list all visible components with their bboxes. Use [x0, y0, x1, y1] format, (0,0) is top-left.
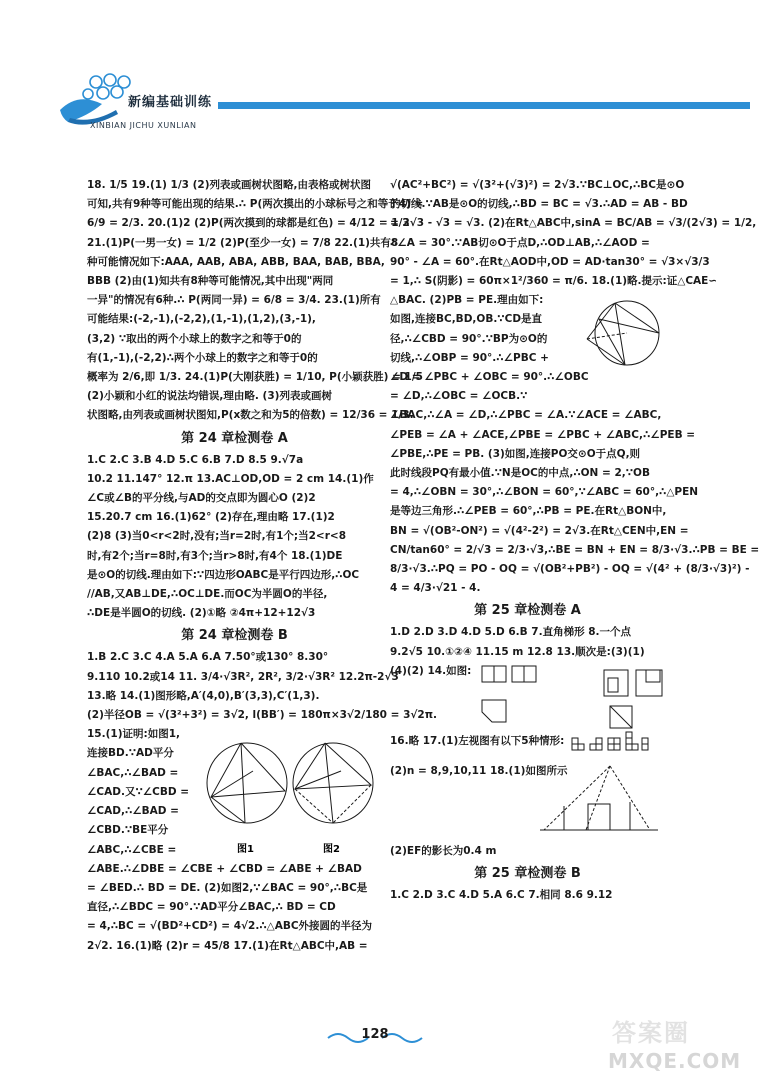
answer-line: 1.D 2.D 3.D 4.D 5.D 6.B 7.直角梯形 8.一个点 [390, 626, 632, 639]
answer-line: CN/tan60° = 2/√3 = 2/3·√3,∴BE = BN + EN = 8/3·√3.∴PB = BE = [390, 543, 759, 556]
three-view-drawings [480, 662, 665, 732]
watermark-url: MXQE.COM [608, 1049, 742, 1073]
page-header [0, 0, 750, 150]
answer-line: 时,有2个;当r=8时,有3个;当r>8时,有4个 18.(1)DE [87, 549, 343, 562]
answer-line: 16.略 17.(1)左视图有以下5种情形: [390, 734, 565, 747]
answer-line: △BAC. (2)PB = PE.理由如下: [390, 294, 544, 307]
section-24a-answers [87, 451, 382, 624]
brand-title: 新编基础训练 [128, 95, 213, 110]
answer-line: = ∠D,∴∠OBC = ∠OCB.∵ [390, 390, 528, 403]
answer-line: 一异"的情况有6种.∴ P(两同一异) = 6/8 = 3/4. 23.(1)所有 [87, 294, 381, 307]
answer-line: (2)8 (3)当0<r<2时,没有;当r=2时,有1个;当2<r<8 [87, 530, 347, 543]
views-figure-block [390, 662, 665, 732]
brand-subtitle: XINBIAN JICHU XUNLIAN [90, 121, 197, 130]
answer-line: 种可能情况如下:AAA, AAB, ABA, ABB, BAA, BAB, BBA, [87, 255, 385, 268]
answer-line: 9.110 10.2或14 11. 3/4·√3R², 2R², 3/2·√3R² 12.2π-2√3 [87, 670, 399, 683]
answer-line: 切线,∴∠OBP = 90°.∴∠PBC + [390, 351, 549, 364]
answer-line: 10.2 11.147° 12.π 13.AC⊥OD,OD = 2 cm 14.(1)作 [87, 472, 374, 485]
answer-line: (2)EF的影长为0.4 m [390, 844, 497, 857]
answer-line: = 1,∴ S(阴影) = 60π×1²/360 = π/6. 18.(1)略.提示:证△CAE∽ [390, 275, 718, 288]
answer-line: 4 = 4/3·√21 - 4. [390, 582, 481, 595]
answer-line: 1.C 2.C 3.B 4.D 5.C 6.B 7.D 8.5 9.√7a [87, 453, 304, 466]
answer-line: 90° - ∠A = 60°.在Rt△AOD中,OD = AD·tan30° = √3×√3/3 [390, 255, 710, 268]
answer-line: 1.C 2.D 3.C 4.D 5.A 6.C 7.相同 8.6 9.12 [390, 889, 613, 902]
page-number: 128 [361, 1027, 389, 1042]
answer-line: = 4,∴BC = √(BD²+CD²) = 4√2.∴△ABC外接圆的半径为 [87, 920, 373, 933]
section-title-25a: 第 25 章检测卷 A [474, 603, 581, 619]
answer-line: ∠D = ∠PBC + ∠OBC = 90°.∴∠OBC [390, 371, 589, 384]
answer-line: (4)(2) 14.如图: [390, 664, 472, 677]
figure-block-15 [87, 725, 382, 859]
answer-line: 直径,∴∠BDC = 90°.∵AD平分∠BAC,∴ BD = CD [87, 901, 336, 914]
answer-line: 概率为 2/6,即 1/3. 24.(1)P(大刚获胜) = 1/10, P(小颖获胜) = 1/5 [87, 371, 423, 384]
answer-line: 13.略 14.(1)图形略,A′(4,0),B′(3,3),C′(1,3). [87, 689, 320, 702]
answer-line: 15.(1)证明:如图1, [87, 728, 180, 741]
answer-line: ∴DE是半圆O的切线. (2)①略 ②4π+12+12√3 [87, 607, 316, 620]
answer-line: 状图略,由列表或画树状图知,P(x数之和为5的倍数) = 12/36 = 1/3. [87, 409, 414, 422]
answer-line: = 4,∴∠OBN = 30°,∴∠BON = 60°,∵∠ABC = 60°,∴△PEN [390, 486, 699, 499]
answer-line: ∠ABE.∴∠DBE = ∠CBE + ∠CBD = ∠ABE + ∠BAD [87, 862, 362, 875]
answer-line: 是⊙O的切线.理由如下:∵四边形OABC是平行四边形,∴OC [87, 568, 360, 581]
section-title-25b: 第 25 章检测卷 B [474, 866, 581, 882]
answer-line: (2)小颖和小红的说法均错误,理由略. (3)列表或画树 [87, 390, 332, 403]
answer-line: ∠BAC,∴∠BAD = [87, 766, 179, 779]
page-number-block [330, 1024, 420, 1048]
answer-line: √(AC²+BC²) = √(3²+(√3)²) = 2√3.∵BC⊥OC,∴BC是⊙O [390, 179, 685, 191]
answer-line: 此时线段PQ有最小值.∵N是OC的中点,∴ON = 2,∵OB [390, 467, 650, 480]
answer-line: = ∠BED.∴ BD = DE. (2)如图2,∵∠BAC = 90°,∴BC是 [87, 881, 368, 894]
header-accent-bar [218, 102, 750, 109]
section-25a-answers [390, 623, 665, 861]
answer-line: 是等边三角形.∴∠PEB = 60°,∴PB = PE.在Rt△BON中, [390, 505, 667, 518]
figure-block-18 [390, 291, 665, 406]
answer-line: 15.20.7 cm 16.(1)62° (2)存在,理由略 17.(1)2 [87, 511, 335, 524]
section-title-24a: 第 24 章检测卷 A [181, 430, 288, 446]
answer-line: 径,∴∠CBD = 90°.∵BP为⊙O的 [390, 332, 548, 345]
answer-line: ∴∠A = 30°.∵AB切⊙O于点D,∴OD⊥AB,∴∠AOD = [390, 236, 650, 249]
shadow-figure-block [390, 762, 665, 842]
answer-line: ∠CAD,∴∠BAD = [87, 805, 179, 818]
answer-line: 有(1,-1),(-2,2)∴两个小球上的数字之和等于0的 [87, 351, 318, 364]
answer-line: = 2√3 - √3 = √3. (2)在Rt△ABC中,sinA = BC/AB = √3/(2√3) = 1/2, [390, 217, 757, 230]
section-24b-continued [390, 176, 759, 598]
light-shadow-figure [540, 762, 660, 840]
answer-line: 如图,连接BC,BD,OB.∵CD是直 [390, 313, 543, 326]
circle-figures [205, 725, 381, 859]
tangent-circle-figure [585, 291, 665, 403]
answer-line: (2)n = 8,9,10,11 18.(1)如图所示 [390, 764, 568, 777]
answer-line: 2√2. 16.(1)略 (2)r = 45/8 17.(1)在Rt△ABC中,AB = [87, 939, 368, 952]
answer-line: ∠C或∠B的平分线,与AD的交点即为圆心O (2)2 [87, 492, 316, 505]
answer-line: (2)半径OB = √(3²+3²) = 3√2, l(BB′) = 180π×3√2/180 = 3√2π. [87, 709, 438, 722]
answer-line: ∠CBD.∵BE平分 [87, 824, 169, 837]
answer-line: 6/9 = 2/3. 20.(1)2 (2)P(两次摸到的球都是红色) = 4/12 = 1/3 [87, 217, 410, 230]
answer-line: 9.2√5 10.①②④ 11.15 m 12.8 13.顺次是:(3)(1) [390, 645, 645, 658]
answer-line: ∠PEB = ∠A + ∠ACE,∠PBE = ∠PBC + ∠ABC,∴∠PEB = [390, 428, 696, 441]
figure-2-caption: 图2 [323, 844, 340, 856]
figure-text [390, 291, 589, 406]
answer-line: 连接BD.∵AD平分 [87, 747, 174, 760]
cube-stack-views [570, 732, 650, 756]
figure-1-caption: 图1 [237, 844, 254, 856]
left-view-block [390, 732, 665, 762]
watermark-text: 答案圈 [612, 1019, 690, 1047]
site-watermark [600, 1005, 740, 1075]
answer-line: 18. 1/5 19.(1) 1/3 (2)列表或画树状图略,由表格或树状图 [87, 179, 372, 191]
answer-line: 21.(1)P(一男一女) = 1/2 (2)P(至少一女) = 7/8 22.(1)共有8 [87, 236, 399, 249]
figure-text [87, 725, 205, 859]
chapter-23-answers [87, 176, 424, 426]
answer-line: ∠PBE,∴PE = PB. (3)如图,连接PO交⊙O于点Q,则 [390, 447, 641, 460]
answer-line: ∠CAD.又∵∠CBD = [87, 785, 190, 798]
section-title-24b: 第 24 章检测卷 B [181, 628, 288, 644]
answer-line: //AB,又AB⊥DE,∴OC⊥DE.而OC为半圆O的半径, [87, 588, 328, 601]
answer-line: (3,2) ∵取出的两个小球上的数字之和等于0的 [87, 332, 302, 345]
right-answer-column [390, 176, 759, 905]
answer-line: 可知,共有9种等可能出现的结果.∴ P(两次摸出的小球标号之和等于4) = [87, 198, 424, 211]
answer-line: 可能结果:(-2,-1),(-2,2),(1,-1),(1,2),(3,-1), [87, 313, 316, 326]
answer-line: ∠ABC,∴∠CBE = [87, 843, 177, 856]
answer-line: 的切线.∵AB是⊙O的切线,∴BD = BC = √3.∴AD = AB - BD [390, 198, 688, 211]
answer-line: BBB (2)由(1)知共有8种等可能情况,其中出现"两同 [87, 275, 334, 288]
answer-line: BN = √(OB²-ON²) = √(4²-2²) = 2√3.在Rt△CEN中,EN = [390, 524, 689, 537]
answer-line: 8/3·√3.∴PQ = PO - OQ = √(OB²+PB²) - OQ = √(4² + (8/3·√3)²) - [390, 563, 750, 576]
answer-line: 1.B 2.C 3.C 4.A 5.A 6.A 7.50°或130° 8.30° [87, 651, 329, 664]
answer-line: ∠BAC,∴∠A = ∠D,∴∠PBC = ∠A.∵∠ACE = ∠ABC, [390, 409, 662, 422]
